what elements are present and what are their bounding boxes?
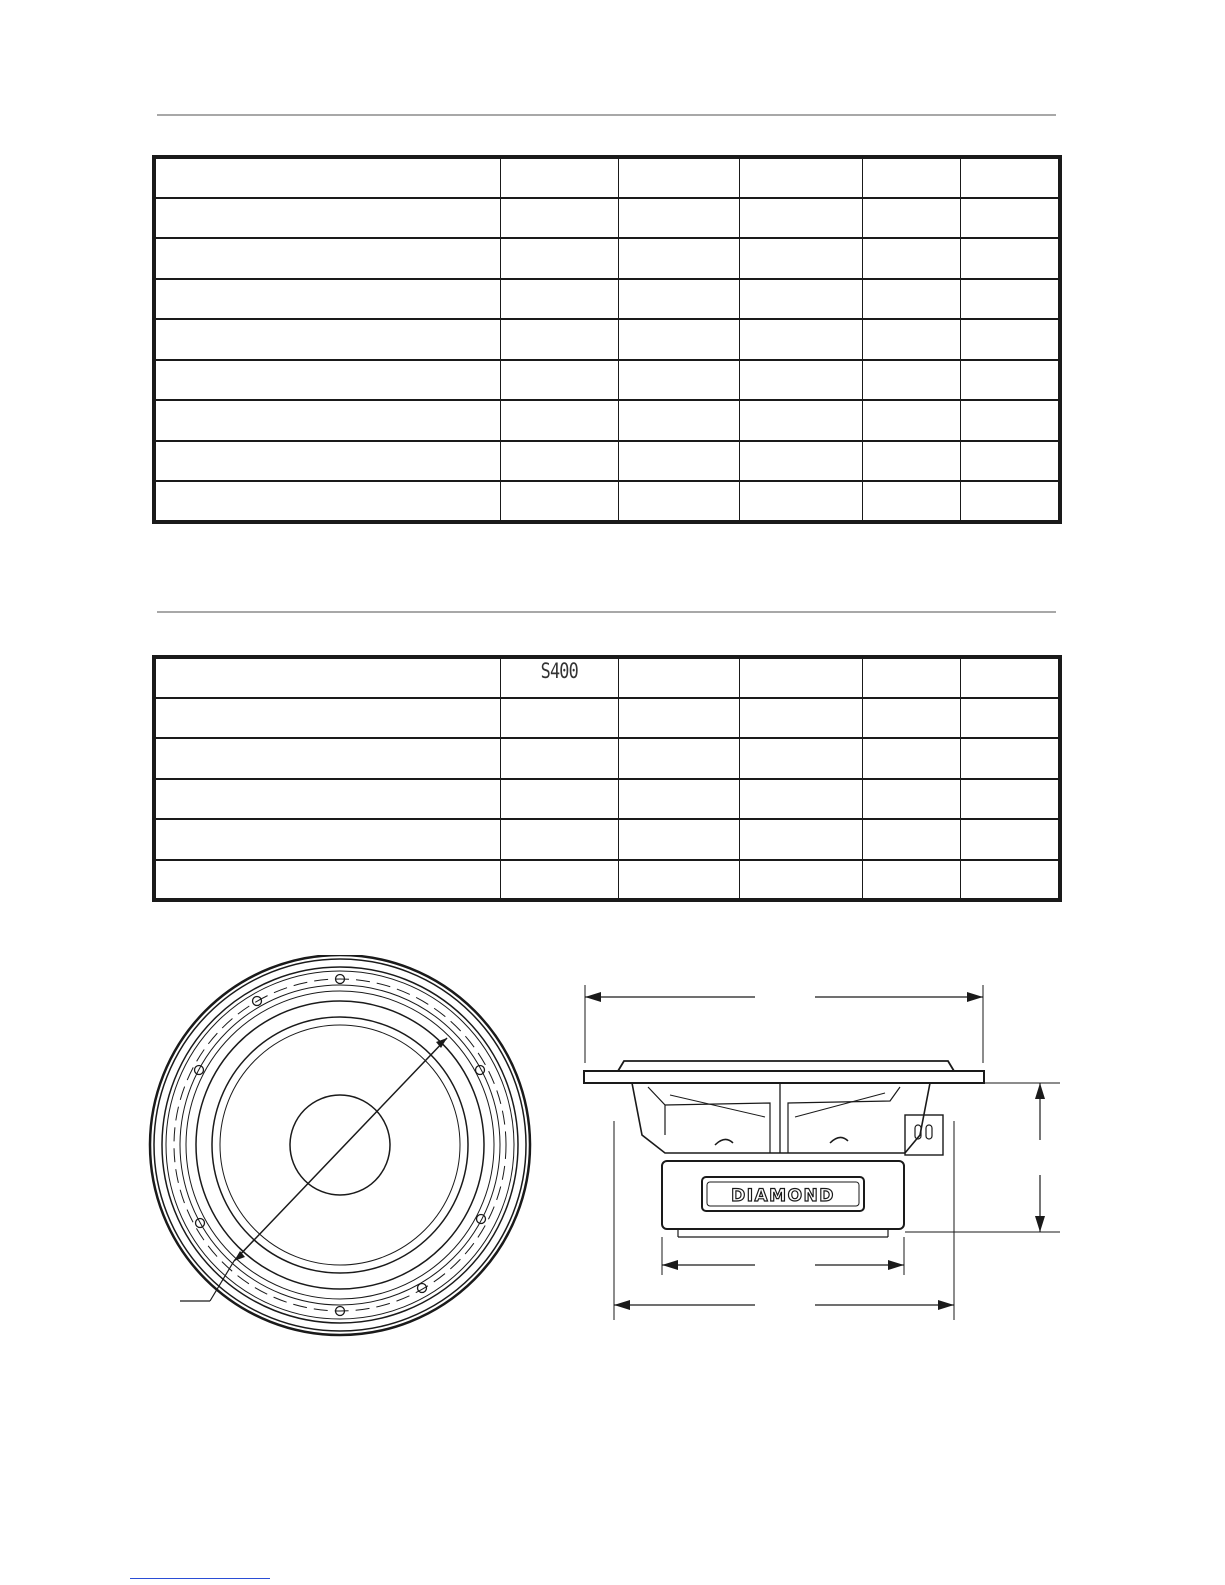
table-row (154, 238, 1060, 279)
table-cell (154, 698, 501, 739)
dust-cap (290, 1095, 390, 1195)
table-cell (501, 400, 619, 441)
speaker-side-view (570, 975, 1060, 1325)
table-cell (862, 279, 960, 320)
table-cell (862, 360, 960, 401)
table-cell (740, 238, 863, 279)
basket-rib (788, 1087, 900, 1153)
table-cell (862, 157, 960, 198)
table-cell (154, 860, 501, 901)
table-cell (862, 819, 960, 860)
table-cell (961, 738, 1060, 779)
table-cell (154, 319, 501, 360)
cone-line (795, 1093, 885, 1117)
table-cell (740, 698, 863, 739)
table-row (154, 819, 1060, 860)
table-cell (618, 238, 740, 279)
table-cell (501, 319, 619, 360)
spec-table-2 (152, 655, 1062, 902)
table-cell (501, 819, 619, 860)
table-cell (862, 198, 960, 239)
table-cell (618, 157, 740, 198)
table-cell (501, 198, 619, 239)
table-cell (740, 198, 863, 239)
table-cell (862, 779, 960, 820)
table-cell (154, 779, 501, 820)
table-cell (154, 238, 501, 279)
table-row (154, 481, 1060, 522)
table-cell (618, 657, 740, 698)
rim-inner-edge (154, 959, 526, 1331)
table-cell (740, 319, 863, 360)
mounting-flange (584, 1071, 984, 1083)
spec-table-1-body (154, 157, 1060, 522)
table-cell (961, 400, 1060, 441)
table-row (154, 360, 1060, 401)
table-cell (961, 819, 1060, 860)
table-cell (740, 481, 863, 522)
table-row (154, 698, 1060, 739)
mounting-ring-inner (166, 971, 514, 1319)
table-cell (618, 441, 740, 482)
table-cell (961, 279, 1060, 320)
table-cell (862, 860, 960, 901)
table-cell (740, 819, 863, 860)
table-cell (501, 238, 619, 279)
table-row (154, 319, 1060, 360)
table-row (154, 738, 1060, 779)
table-row (154, 860, 1060, 901)
table-cell (154, 819, 501, 860)
table-cell (740, 441, 863, 482)
outer-rim (150, 955, 530, 1335)
table-cell (501, 698, 619, 739)
table-cell (154, 360, 501, 401)
table-cell (501, 360, 619, 401)
mounting-ring (162, 967, 518, 1323)
table-cell (618, 698, 740, 739)
mounting-holes (195, 975, 486, 1316)
section-rule-middle (157, 611, 1056, 613)
basket-rib (648, 1087, 665, 1135)
table-cell (618, 860, 740, 901)
table-cell (740, 157, 863, 198)
vent-slot (715, 1139, 733, 1145)
table-cell (740, 779, 863, 820)
hole-circle-dashed (174, 979, 506, 1311)
table-cell (618, 279, 740, 320)
table-cell (154, 400, 501, 441)
table-cell (961, 860, 1060, 901)
table-cell (862, 238, 960, 279)
table-cell (961, 198, 1060, 239)
table-cell (862, 319, 960, 360)
table-cell (618, 319, 740, 360)
table-cell (618, 360, 740, 401)
footer-link-underline (130, 1578, 270, 1579)
model-label: S400 (540, 659, 578, 683)
table-cell (740, 279, 863, 320)
table-cell (618, 819, 740, 860)
table-cell (154, 157, 501, 198)
brand-logo-text: DIAMOND (731, 1186, 835, 1206)
table-row (154, 157, 1060, 198)
spec-table-1 (152, 155, 1062, 524)
table-cell (501, 860, 619, 901)
table-cell (501, 441, 619, 482)
table-cell (961, 319, 1060, 360)
table-cell (961, 481, 1060, 522)
table-cell (740, 738, 863, 779)
table-cell (618, 400, 740, 441)
frame-ring-inner (186, 991, 494, 1299)
table-cell (862, 698, 960, 739)
table-cell (961, 360, 1060, 401)
table-cell (740, 657, 863, 698)
table-cell (862, 738, 960, 779)
model-header-cell (501, 657, 619, 698)
table-cell (740, 860, 863, 901)
table-cell (618, 738, 740, 779)
table-cell (862, 481, 960, 522)
table-cell (501, 481, 619, 522)
table-cell (862, 657, 960, 698)
table-cell (154, 441, 501, 482)
table-cell (618, 779, 740, 820)
table-row (154, 441, 1060, 482)
table-cell (154, 657, 501, 698)
table-cell (618, 481, 740, 522)
dimension-arrowheads (585, 992, 1045, 1310)
table-cell (618, 198, 740, 239)
table-cell (501, 738, 619, 779)
table-cell (862, 441, 960, 482)
table-cell (740, 400, 863, 441)
table-cell (961, 157, 1060, 198)
table-row (154, 400, 1060, 441)
table-row (154, 657, 1060, 698)
table-cell (862, 400, 960, 441)
section-rule-top (157, 114, 1056, 116)
flange-top (618, 1061, 954, 1071)
terminal-block (905, 1115, 943, 1155)
table-cell (961, 779, 1060, 820)
table-row (154, 779, 1060, 820)
terminal-slot (926, 1125, 932, 1139)
basket-outline (632, 1083, 930, 1153)
table-row (154, 279, 1060, 320)
table-cell (154, 198, 501, 239)
table-cell (961, 441, 1060, 482)
basket-rib (665, 1103, 770, 1153)
speaker-front-view (140, 955, 540, 1355)
vent-slot (830, 1137, 848, 1143)
table-cell (961, 698, 1060, 739)
table-cell (501, 157, 619, 198)
table-cell (961, 238, 1060, 279)
table-cell (154, 279, 501, 320)
frame-ring (180, 985, 500, 1305)
table-cell (501, 779, 619, 820)
table-cell (961, 657, 1060, 698)
diameter-line (234, 1038, 447, 1261)
table-cell (154, 738, 501, 779)
table-cell (740, 360, 863, 401)
table-cell (501, 279, 619, 320)
table-cell (154, 481, 501, 522)
cone-line (670, 1095, 765, 1117)
table-row (154, 198, 1060, 239)
